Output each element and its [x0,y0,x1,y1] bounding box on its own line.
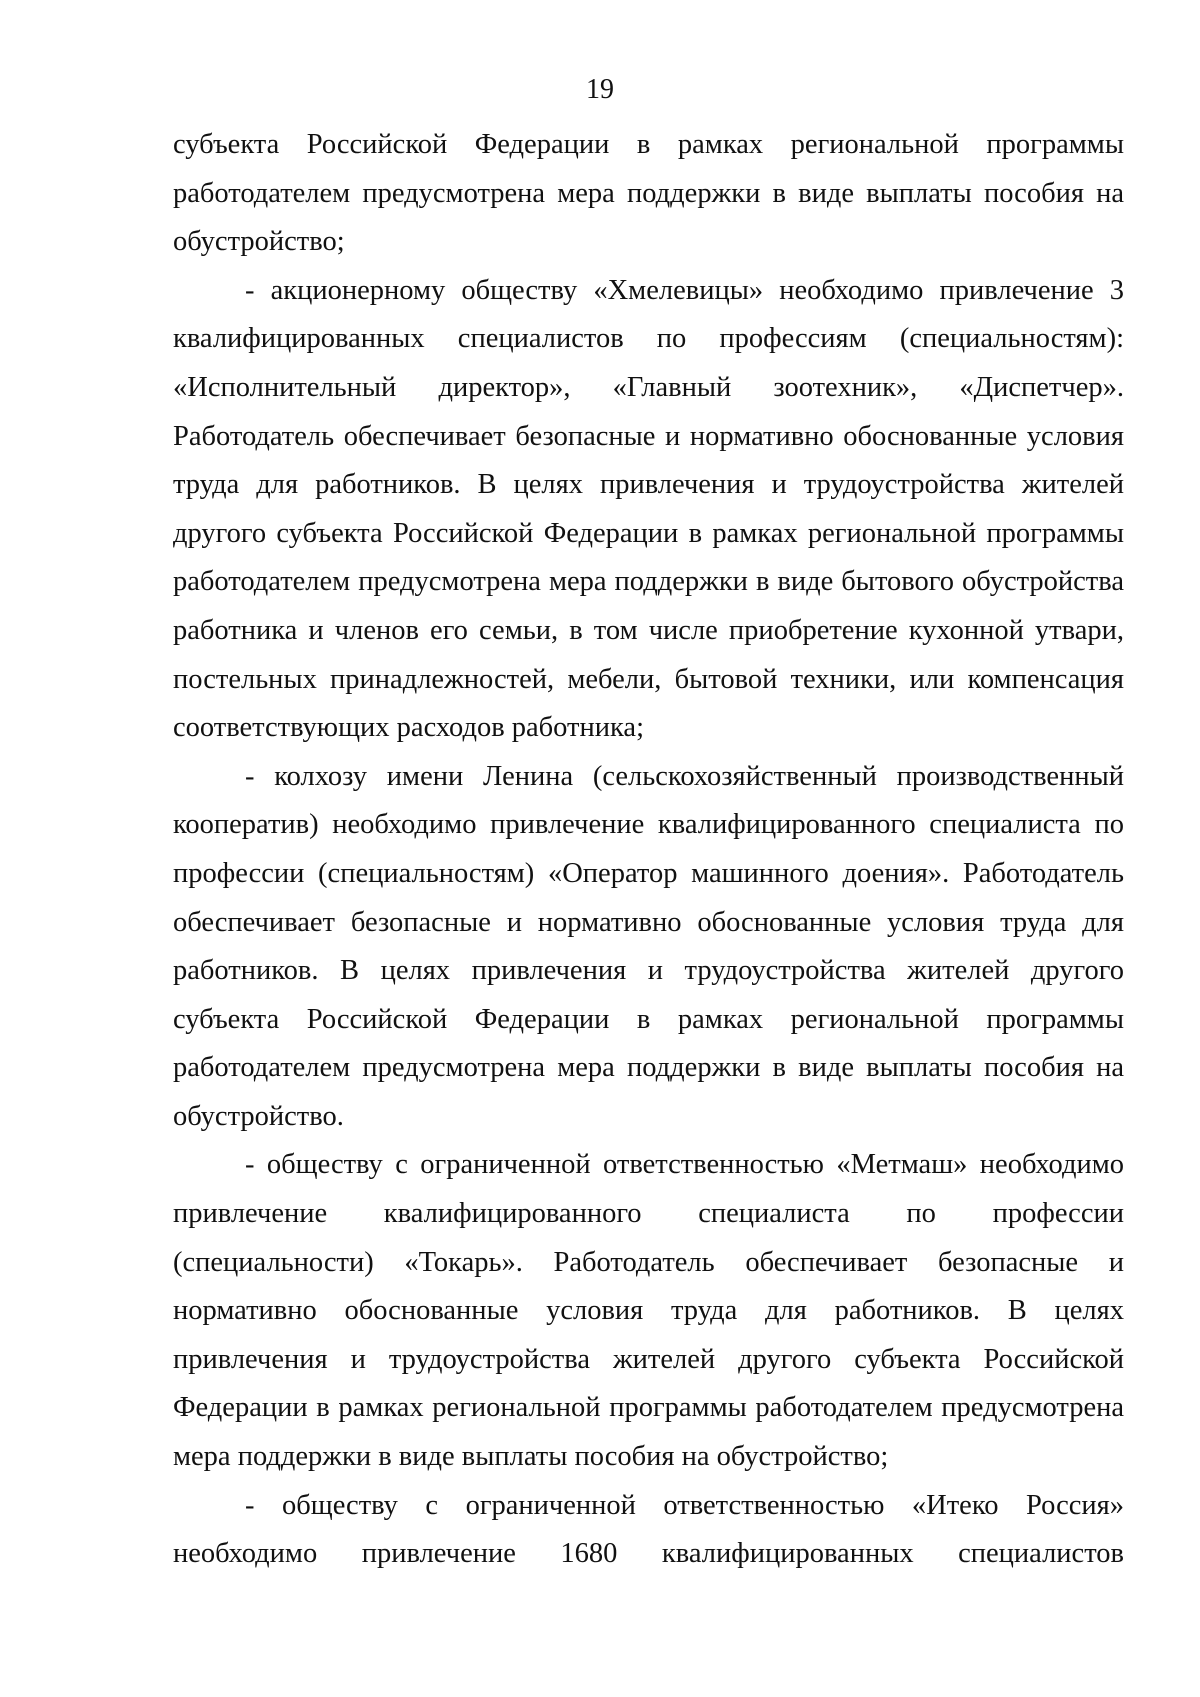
paragraph-metmash: - обществу с ограниченной ответственностью «Метмаш» необходимо привлечение квалифицированного специалиста по профессии (специальности) «Токарь». Работодатель обеспечивает безопасные и нормативно обоснованные условия труда для работников. В целях привлечения и трудоустройства жителей другого субъекта Российской Федерации в рамках региональной программы работодателем предусмотрена мера поддержки в виде выплаты пособия на обустройство; [173,1149,1124,1473]
page-number: 19 [586,74,614,105]
paragraph-iteko-russia: - обществу с ограниченной ответственностью «Итеко Россия» необходимо привлечение 1680 квалифицированных специалистов [173,1489,1124,1570]
paragraph-khmelevitsy: - акционерному обществу «Хмелевицы» необходимо привлечение 3 квалифицированных специалистов по профессиям (специальностям): «Исполнительный директор», «Главный зоотехник», «Диспетчер». Работодатель обеспечивает безопасные и нормативно обоснованные условия труда для работников. В целях привлечения и трудоустройства жителей другого субъекта Российской Федерации в рамках региональной программы работодателем предусмотрена мера поддержки в виде бытового обустройства работника и членов его семьи, в том числе приобретение кухонной утвари, постельных принадлежностей, мебели, бытовой техники, или компенсация соответствующих расходов работника; [173,274,1124,744]
document-body [173,121,1124,1579]
paragraph-kolkhoz-lenin: - колхозу имени Ленина (сельскохозяйственный производственный кооператив) необходимо привлечение квалифицированного специалиста по профессии (специальностям) «Оператор машинного доения». Работодатель обеспечивает безопасные и нормативно обоснованные условия труда для работников. В целях привлечения и трудоустройства жителей другого субъекта Российской Федерации в рамках региональной программы работодателем предусмотрена мера поддержки в виде выплаты пособия на обустройство. [173,760,1124,1132]
paragraph-continuation: субъекта Российской Федерации в рамках региональной программы работодателем предусмотрена мера поддержки в виде выплаты пособия на обустройство; [173,129,1124,258]
